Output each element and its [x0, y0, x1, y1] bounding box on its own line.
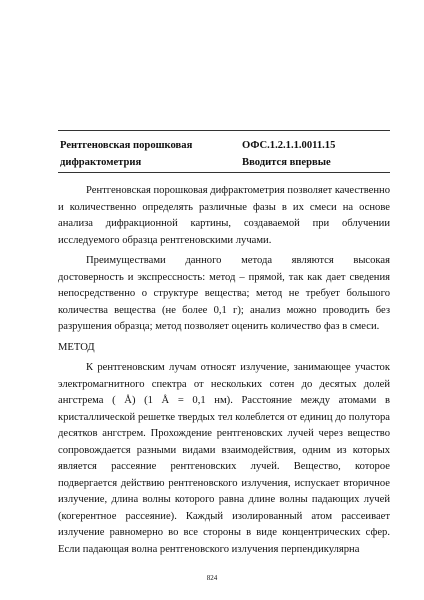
header-bottom-rule	[58, 172, 390, 173]
monograph-status: Вводится впервые	[242, 156, 331, 168]
intro-paragraph: Рентгеновская порошковая дифрактометрия позволяет качественно и количественно определять различные фазы в их смеси на основе анализа дифракционной картины, создаваемой при облучении исследуемого образца рентгеновскими лучами.	[58, 185, 390, 246]
monograph-code: ОФС.1.2.1.1.0011.15	[242, 140, 336, 151]
monograph-title-line2: дифрактометрия	[60, 156, 142, 168]
page-number: 824	[206, 574, 218, 582]
method-paragraph: К рентгеновским лучам относят излучение, занимающее участок электромагнитного спектра от нескольких сотен до десятых долей ангстрема ( Å) (1 Å = 0,1 нм). Расстояние между атомами в кристаллической решетке твердых тел колеблется от единиц до полутора десятков ангстрем. Прохождение рентгеновских лучей через вещество сопровождается разными видами взаимодействия, одним из которых является рассеяние рентгеновских лучей. Вещество, которое подвергается действию рентгеновского излучения, испускает вторичное излучение, длина волны которого равна длине волны падающих лучей (когерентное рассеяние). Каждый изолированный атом рассеивает излучение равномерно во все стороны в виде концентрических сфер. Если падающая волна рентгеновского излучения перпендикулярна	[58, 362, 390, 555]
section-title-method: МЕТОД	[58, 341, 95, 353]
monograph-title	[60, 138, 192, 171]
monograph-code-block	[242, 138, 335, 171]
header-top-rule	[58, 130, 390, 131]
advantages-paragraph: Преимуществами данного метода являются высокая достоверность и экспрессность: метод – прямой, так как дает сведения непосредственно о структуре вещества; метод не требует большого количества вещества (не более 0,1 г); анализ можно проводить без разрушения образца; метод позволяет оценить количество фаз в смеси.	[58, 255, 390, 332]
monograph-title-line1: Рентгеновская порошковая	[60, 140, 193, 151]
body-text	[58, 183, 390, 558]
